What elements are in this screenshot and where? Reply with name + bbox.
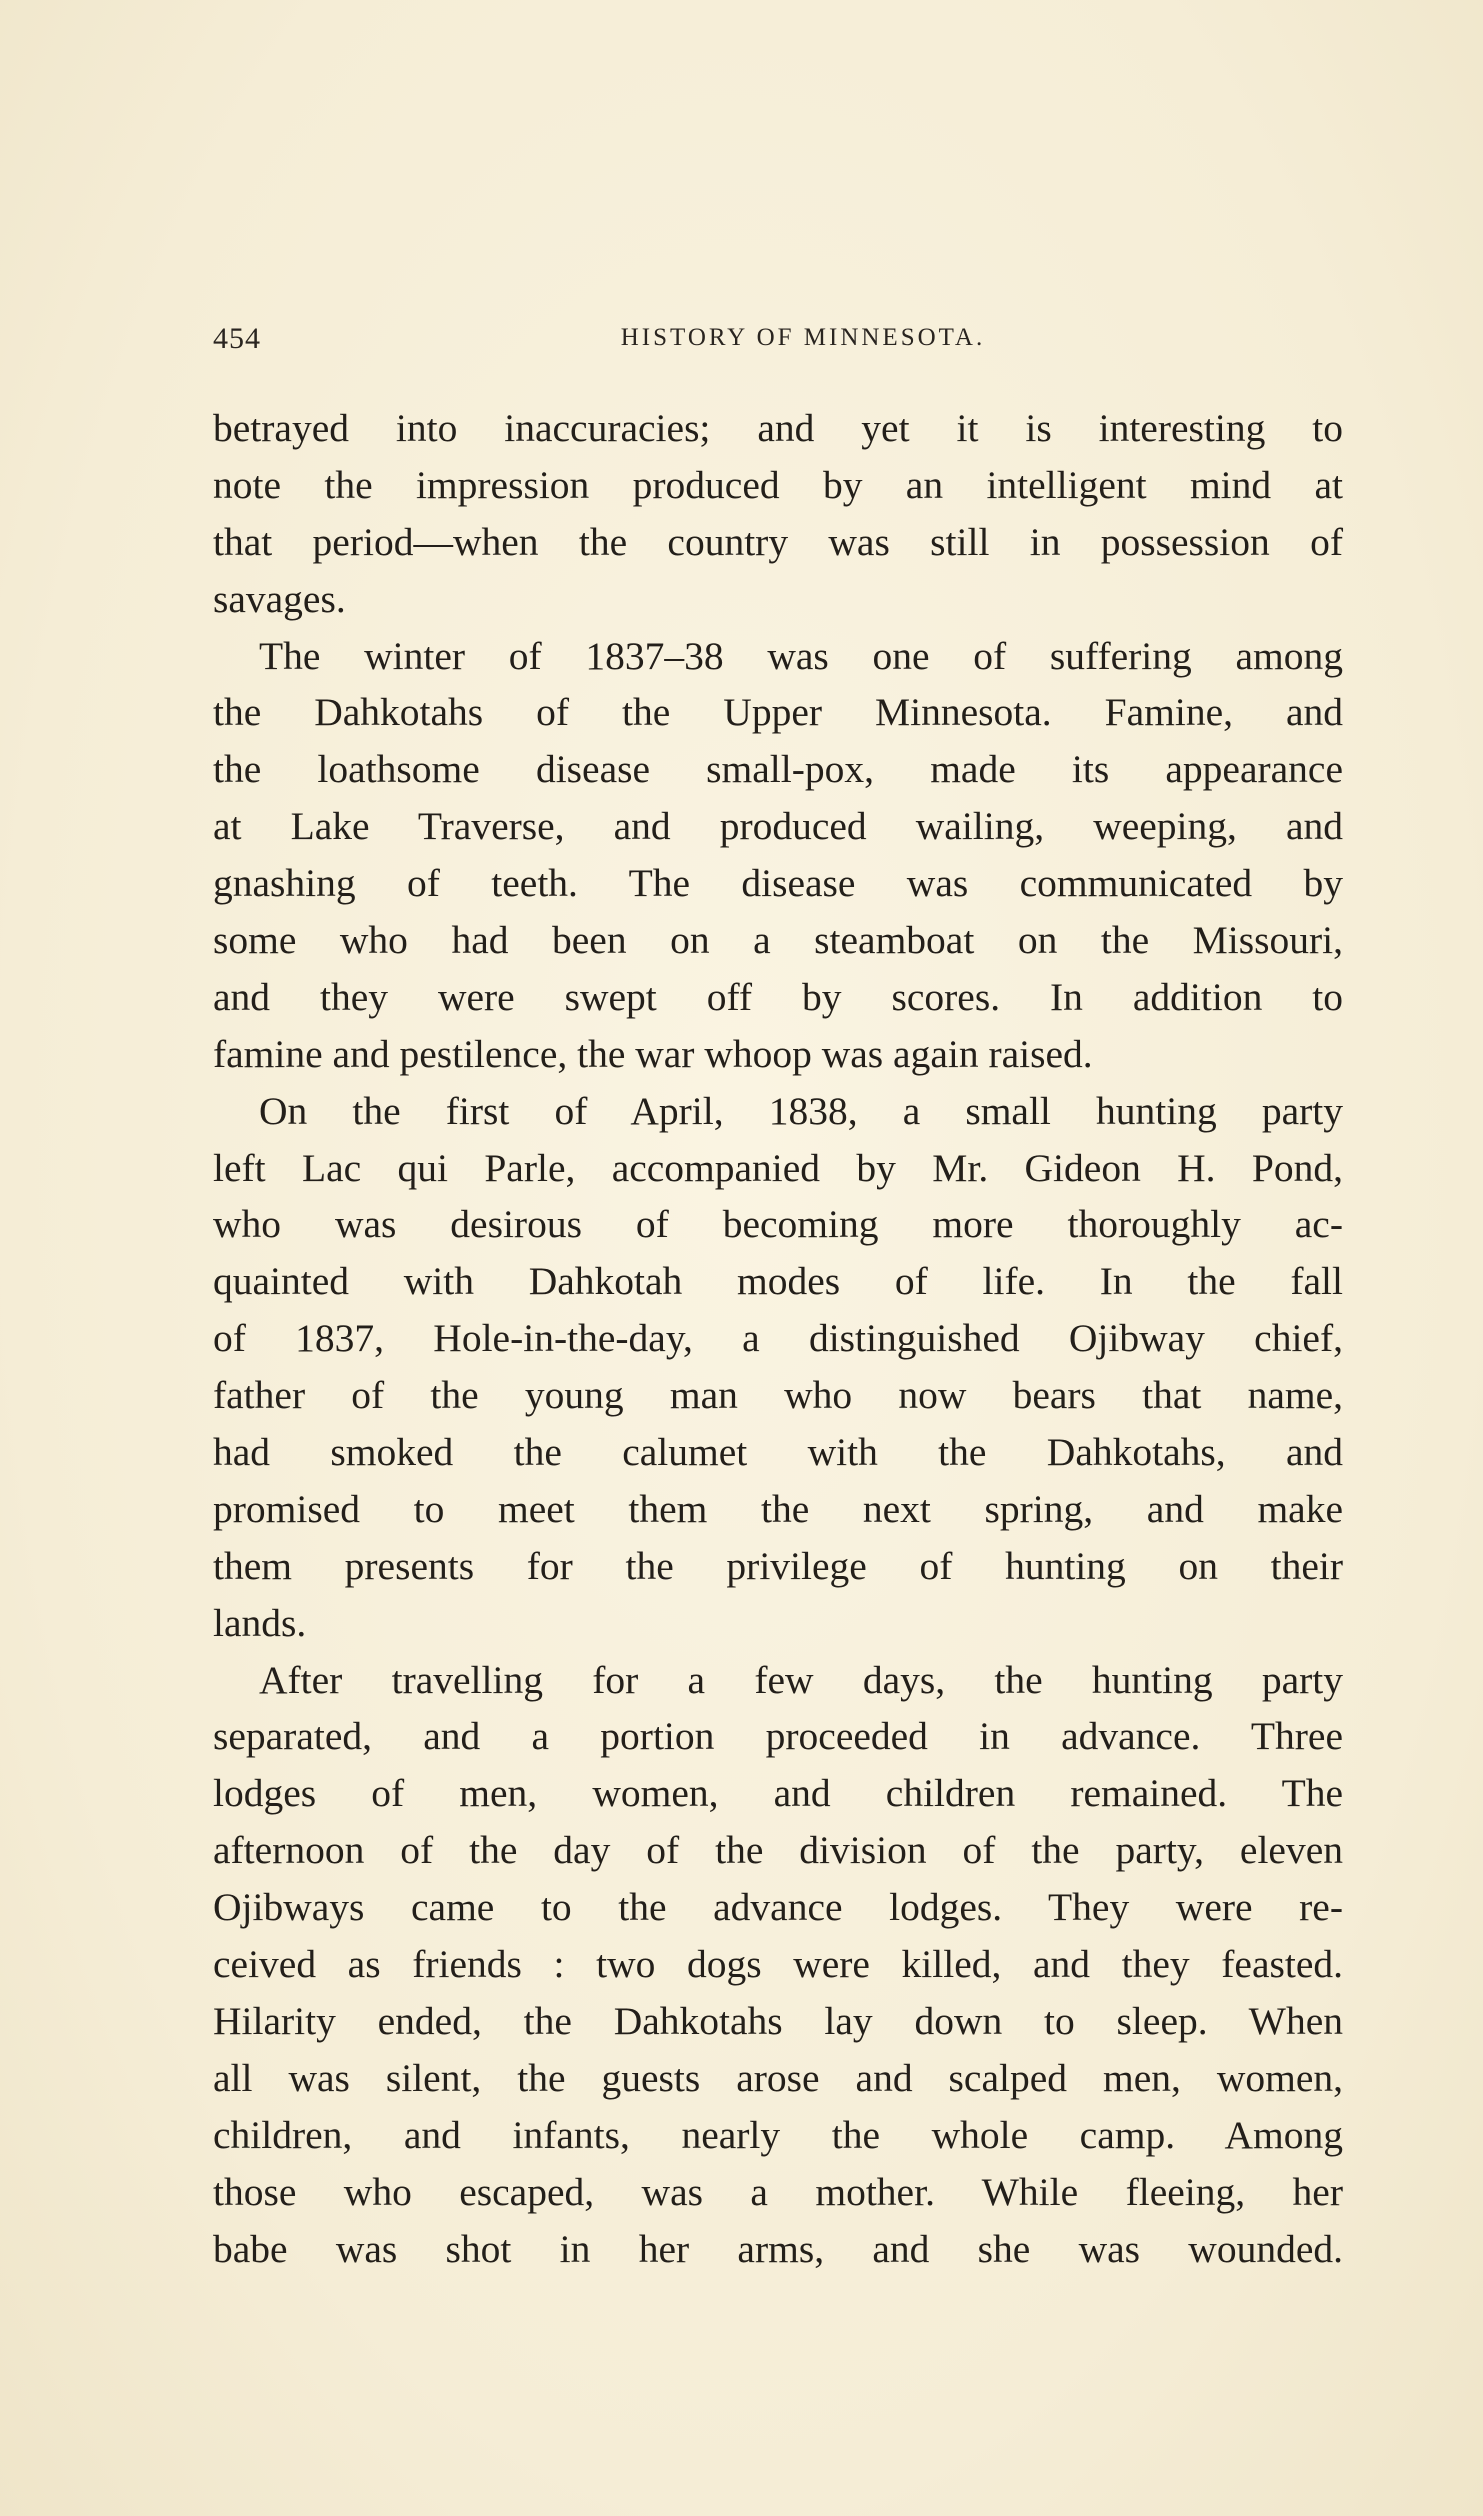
text-line: father of the young man who now bears that name, <box>213 1373 1343 1418</box>
text-line: some who had been on a steamboat on the Missouri, <box>213 918 1343 963</box>
text-line: the Dahkotahs of the Upper Minnesota. Famine, and <box>213 690 1343 735</box>
text-line: On the first of April, 1838, a small hunting party <box>259 1088 1343 1133</box>
running-title: HISTORY OF MINNESOTA. <box>620 324 986 351</box>
text-line: betrayed into inaccuracies; and yet it is interesting to <box>213 406 1343 450</box>
text-line: afternoon of the day of the division of the party, eleven <box>213 1828 1343 1873</box>
running-head <box>213 322 1343 362</box>
text-line: that period—when the country was still in possession of <box>213 519 1343 564</box>
text-line: After travelling for a few days, the hunting party <box>259 1657 1343 1702</box>
text-line: all was silent, the guests arose and scalped men, women, <box>213 2055 1343 2100</box>
text-line: babe was shot in her arms, and she was wounded. <box>213 2226 1343 2271</box>
text-line: of 1837, Hole-in-the-day, a distinguished Ojibway chief, <box>213 1316 1343 1361</box>
text-line: famine and pestilence, the war whoop was again raised. <box>213 1031 1093 1076</box>
text-line: note the impression produced by an intelligent mind at <box>213 462 1343 507</box>
body-text <box>213 400 1343 2277</box>
text-line: ceived as friends : two dogs were killed, and they feasted. <box>213 1942 1343 1987</box>
text-line: left Lac qui Parle, accompanied by Mr. Gideon H. Pond, <box>213 1145 1343 1190</box>
text-line: lodges of men, women, and children remained. The <box>213 1771 1343 1816</box>
text-line: quainted with Dahkotah modes of life. In the fall <box>213 1259 1343 1304</box>
text-line: them presents for the privilege of hunting on their <box>213 1543 1343 1588</box>
text-line: Hilarity ended, the Dahkotahs lay down to sleep. When <box>213 1998 1343 2043</box>
text-line: at Lake Traverse, and produced wailing, weeping, and <box>213 804 1343 849</box>
text-line: lands. <box>213 1600 307 1645</box>
text-line: Ojibways came to the advance lodges. They were re- <box>213 1885 1343 1930</box>
text-line: savages. <box>213 576 346 621</box>
text-line: had smoked the calumet with the Dahkotahs, and <box>213 1430 1343 1475</box>
text-line: promised to meet them the next spring, and make <box>213 1486 1343 1531</box>
page-number: 454 <box>213 322 261 355</box>
text-line: The winter of 1837–38 was one of suffering among <box>259 633 1343 678</box>
text-line: those who escaped, was a mother. While fleeing, her <box>213 2169 1343 2214</box>
text-line: gnashing of teeth. The disease was communicated by <box>213 861 1343 906</box>
text-line: children, and infants, nearly the whole camp. Among <box>213 2112 1343 2157</box>
text-line: who was desirous of becoming more thoroughly ac- <box>213 1202 1343 1247</box>
text-line: separated, and a portion proceeded in advance. Three <box>213 1714 1343 1759</box>
text-line: the loathsome disease small-pox, made its appearance <box>213 747 1343 792</box>
text-line: and they were swept off by scores. In addition to <box>213 974 1343 1019</box>
